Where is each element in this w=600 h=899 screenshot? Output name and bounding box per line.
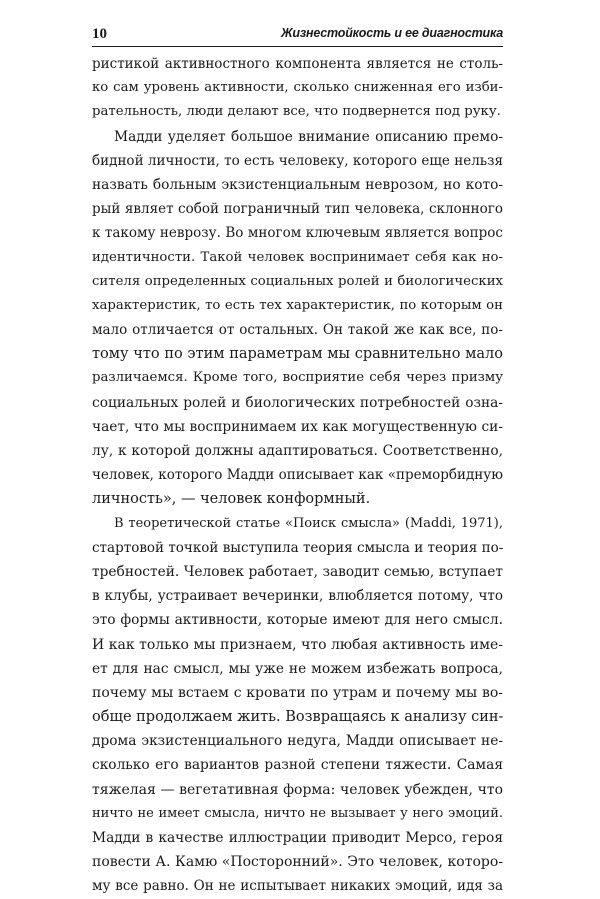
text-line: в клубы, устраивает вечеринки, влюбляется потому, что	[92, 588, 503, 605]
text-line: рательность, люди делают все, что подвернется под руку.	[92, 104, 501, 120]
text-line: тому что по этим параметрам мы сравнительно мало	[92, 346, 503, 363]
text-line: почему мы встаем с кровати по утрам и почему мы во-	[92, 684, 503, 701]
text-line: Мадди уделяет большое внимание описанию премо-	[114, 128, 503, 145]
page-header	[92, 24, 503, 46]
text-line: повести А. Камю «Посторонний». Это человек, которо-	[92, 854, 503, 871]
text-line: идентичности. Такой человек воспринимает себя как но-	[92, 249, 503, 265]
text-line: му все равно. Он не испытывает никаких эмоций, идя за	[92, 878, 503, 895]
running-title: Жизнестойкость и ее диагностика	[281, 26, 503, 40]
text-line: стартовой точкой выступила теория смысла и теория по-	[92, 539, 503, 556]
text-line: дрома экзистенциального недуга, Мадди описывает не-	[92, 733, 503, 750]
text-line: бидной личности, то есть человеку, которого еще нельзя	[92, 152, 503, 169]
text-line: тяжелая — вегетативная форма: человек убежден, что	[92, 781, 503, 798]
text-line: В теоретической статье «Поиск смысла» (Maddi, 1971),	[114, 515, 503, 531]
text-line: различаемся. Кроме того, восприятие себя через призму	[92, 370, 503, 386]
text-line: назвать больным экзистенциальным неврозом, но кото-	[92, 176, 503, 193]
text-line: чает, что мы воспринимаем их как могущественную си-	[92, 418, 503, 435]
text-line: мало отличается от остальных. Он такой же как все, по-	[92, 322, 503, 339]
text-line: ко сам уровень активности, сколько сниженная его изби-	[92, 80, 503, 96]
text-line: ничто не имеет смысла, ничто не вызывает у него эмоций.	[92, 805, 503, 821]
page-number: 10	[92, 26, 107, 42]
text-line: к такому неврозу. Во многом ключевым является вопрос	[92, 225, 503, 242]
text-line: сителя определенных социальных ролей и биологических	[92, 273, 503, 289]
text-line: обще продолжаем жить. Возвращаясь к анализу син-	[92, 709, 503, 726]
text-line: И как только мы признаем, что любая активность име-	[92, 636, 503, 653]
text-line: требностей. Человек работает, заводит семью, вступает	[92, 563, 503, 580]
text-line: личность», — человек конформный.	[92, 491, 371, 508]
body-text	[92, 52, 503, 899]
header-rule	[92, 46, 503, 47]
text-line: это формы активности, которые имеют для него смысл.	[92, 612, 503, 629]
text-line: характеристик, то есть тех характеристик, по которым он	[92, 297, 503, 313]
text-line: ристикой активностного компонента является не столь-	[92, 56, 503, 72]
text-line: сколько его вариантов разной степени тяжести. Самая	[92, 757, 503, 774]
text-line: социальных ролей и биологических потребностей озна-	[92, 394, 503, 411]
text-line: Мадди в качестве иллюстрации приводит Мерсо, героя	[92, 830, 503, 846]
text-line: лу, к которой должны адаптироваться. Соответственно,	[92, 443, 503, 459]
text-line: ет для нас смысл, мы уже не можем избежать вопроса,	[92, 660, 503, 677]
text-line: рый являет собой пограничный тип человека, склонного	[92, 201, 503, 218]
text-line: человек, которого Мадди описывает как «преморбидную	[92, 467, 503, 484]
